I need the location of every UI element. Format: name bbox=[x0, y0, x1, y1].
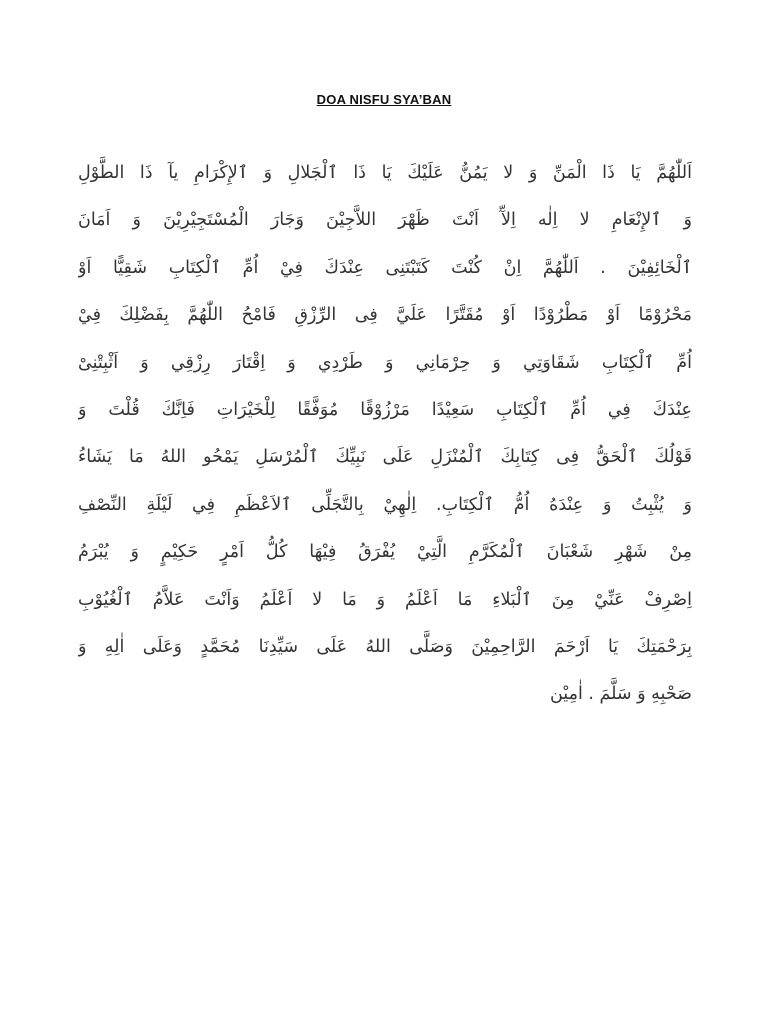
prayer-line: وَ ٱلإِنْعَامِ لا اِلٰه اِلآّ اَنْتَ ظَهْرَ اللاَّجِيْنَ وَجَارَ الْمُسْتَجِيْرِيْنَ وَ اَمَانَ bbox=[78, 210, 692, 231]
prayer-line: قَوْلُكَ ٱلْحَقُّ فِى كِتَابِكَ ٱلْمُنْزَلِ عَلَى نَبِيِّكَ ٱلْمُرْسَلِ يَمْحُو اللهُ مَا يَشَاءُ bbox=[78, 447, 692, 468]
prayer-line: مِنْ شَهْرِ شَعْبَانَ ٱلْمُكَرَّمِ الَّتِيْ يُفْرَقُ فِيْهَا كُلُّ اَمْرٍ حَكِيْمٍ وَ يُبْرَمُ bbox=[78, 542, 692, 563]
prayer-line: اِصْرِفْ عَنِّيْ مِنَ ٱلْبَلاءِ مَا اَعْلَمُ وَ مَا لا اَعْلَمُ وَاَنْتَ عَلاَّمُ ٱلْغُيُوْبِ bbox=[78, 589, 692, 610]
prayer-line: بِرَحْمَتِكَ يَا اَرْحَمَ الرَّاحِمِيْنَ وَصَلَّى اللهُ عَلَى سَيِّدِنَا مُحَمَّدٍ وَعَلَى اٰلِهِ وَ bbox=[78, 636, 692, 657]
prayer-line: ٱلْخَائِفِيْنَ . اَللّٰهُمَّ اِنْ كُنْتَ كَتَبْتَنِى عِنْدَكَ فِيْ اُمِّ ٱلْكِتَابِ شَقِيًّا اَوْ bbox=[78, 257, 692, 278]
prayer-line: مَحْرُوْمًا اَوْ مَطْرُوْدًا اَوْ مُقَتَّرًا عَلَيَّ فِى الرِّزْقِ فَامْحُ اللّٰهُمَّ بِفَضْلِكَ فِيْ bbox=[78, 305, 692, 326]
prayer-line: صَحْبِهِ وَ سَلَّمَ . اٰمِيْن bbox=[549, 684, 692, 705]
prayer-line: اُمِّ ٱلْكِتَابِ شَقَاوَتِي وَ حِرْمَانِي وَ طَرْدِي وَ اِقْتَارَ رِزْقِي وَ اَثْبِتْنِىْ bbox=[78, 352, 692, 373]
prayer-text bbox=[78, 150, 692, 719]
prayer-line: اَللّٰهُمَّ يَا ذَا الْمَنِّ وَ لا يَمُنُّ عَلَيْكَ يَا ذَا ٱلْجَلالِ وَ ٱلإِكْرَامِ يآ ذَا الطَّوْلِ bbox=[78, 163, 692, 183]
prayer-line: وَ يُثْبِتُ وَ عِنْدَهُ اُمُّ ٱلْكِتَابِ. اِلٰهِيْ بِالتَّجَلِّى ٱلاَعْظَمِ فِي لَيْلَةِ النِّصْفِ bbox=[78, 494, 692, 515]
document-title: DOA NISFU SYA’BAN bbox=[316, 92, 452, 107]
prayer-line: عِنْدَكَ فِي اُمِّ ٱلْكِتَابِ سَعِيْدًا مَرْزُوْقًا مُوَفَّقًا لِلْخَيْرَاتِ فَاِنَّكَ قُلْتَ وَ bbox=[78, 399, 692, 420]
